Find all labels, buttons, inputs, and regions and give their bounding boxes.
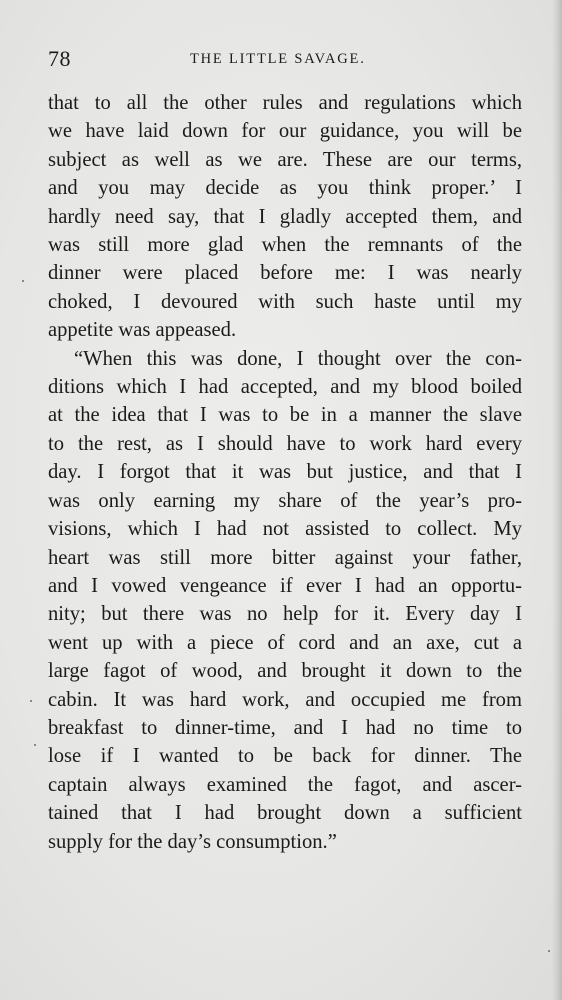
text-line: breakfast to dinner-time, and I had no time to — [48, 716, 522, 739]
text-line: visions, which I had not assisted to collect. My — [48, 518, 522, 541]
body-text — [48, 89, 522, 856]
text-line: went up with a piece of cord and an axe, cut a — [48, 631, 522, 654]
text-line: subject as well as we are. These are our terms, — [48, 148, 522, 171]
text-line: and I vowed vengeance if ever I had an opportu- — [48, 574, 522, 597]
text-line: and you may decide as you think proper.’ I — [48, 177, 522, 200]
text-line: hardly need say, that I gladly accepted them, and — [48, 205, 522, 228]
text-line: to the rest, as I should have to work hard every — [48, 432, 522, 455]
text-line: was still more glad when the remnants of the — [48, 234, 522, 257]
text-line: dinner were placed before me: I was nearly — [48, 262, 522, 285]
text-line: appetite was appeased. — [48, 319, 237, 342]
text-line: we have laid down for our guidance, you will be — [48, 120, 522, 143]
paragraph — [48, 345, 522, 856]
text-line: captain always examined the fagot, and ascer- — [48, 773, 522, 796]
text-line: cabin. It was hard work, and occupied me from — [48, 688, 522, 711]
text-line: choked, I devoured with such haste until my — [48, 290, 522, 313]
text-line: that to all the other rules and regulations which — [48, 92, 522, 114]
text-line: heart was still more bitter against your father, — [48, 546, 522, 569]
paper-speck — [548, 950, 550, 952]
paragraph — [48, 89, 522, 345]
text-line: supply for the day’s consumption.” — [48, 830, 337, 853]
text-line: lose if I wanted to be back for dinner. The — [48, 745, 522, 768]
page-header — [48, 44, 518, 74]
text-line: nity; but there was no help for it. Every day I — [48, 603, 522, 626]
text-line: ditions which I had accepted, and my blood boiled — [48, 376, 522, 399]
text-line: at the idea that I was to be in a manner the slave — [48, 404, 522, 427]
text-line: was only earning my share of the year’s pro- — [48, 489, 522, 512]
page-number: 78 — [48, 46, 71, 71]
page-gutter-shadow — [552, 0, 562, 1000]
text-line: tained that I had brought down a sufficient — [48, 802, 522, 825]
text-line: “When this was done, I thought over the con- — [74, 347, 522, 370]
paper-speck — [34, 744, 36, 746]
text-line: large fagot of wood, and brought it down to the — [48, 660, 522, 683]
paper-speck — [22, 280, 24, 282]
running-title: THE LITTLE SAVAGE. — [190, 51, 366, 67]
text-line: day. I forgot that it was but justice, and that I — [48, 461, 522, 484]
paper-speck — [30, 700, 32, 702]
